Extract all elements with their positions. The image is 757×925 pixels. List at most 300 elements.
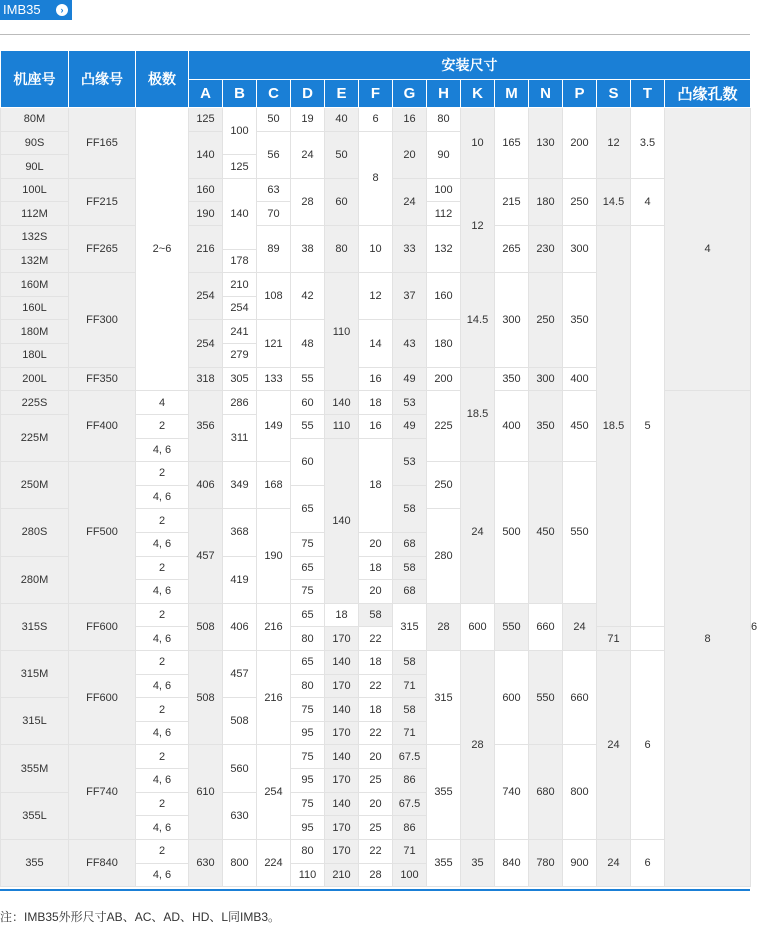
table-cell: 75 bbox=[291, 745, 325, 769]
table-cell: 180 bbox=[427, 320, 461, 367]
table-cell: 140 bbox=[325, 391, 359, 415]
table-cell: 12 bbox=[597, 108, 631, 179]
table-cell: 280M bbox=[1, 556, 69, 603]
table-cell: 350 bbox=[495, 367, 529, 391]
table-cell: 58 bbox=[393, 485, 427, 532]
table-cell: 20 bbox=[359, 792, 393, 816]
table-cell: 18 bbox=[359, 698, 393, 722]
table-cell: 24 bbox=[291, 131, 325, 178]
table-cell: 225 bbox=[427, 391, 461, 462]
table-cell: 70 bbox=[257, 202, 291, 226]
table-cell: 355 bbox=[427, 745, 461, 839]
table-cell: 110 bbox=[325, 273, 359, 391]
table-cell: 25 bbox=[359, 769, 393, 793]
table-cell: 18 bbox=[359, 438, 393, 532]
table-cell: 400 bbox=[495, 391, 529, 462]
table-cell: 2 bbox=[136, 745, 189, 769]
table-cell: 90 bbox=[427, 131, 461, 178]
table-cell: 349 bbox=[223, 462, 257, 509]
table-cell: 53 bbox=[393, 391, 427, 415]
table-cell: 100L bbox=[1, 178, 69, 202]
table-cell: 550 bbox=[495, 603, 529, 650]
table-cell: 279 bbox=[223, 344, 257, 368]
table-cell: 132 bbox=[427, 226, 461, 273]
table-cell: 125 bbox=[189, 108, 223, 132]
table-cell: 24 bbox=[563, 603, 597, 650]
table-cell: 170 bbox=[325, 839, 359, 863]
table-cell: 210 bbox=[223, 273, 257, 297]
table-cell: 60 bbox=[325, 178, 359, 225]
header-col-a: A bbox=[189, 80, 223, 108]
table-cell: 20 bbox=[359, 532, 393, 556]
table-cell: 19 bbox=[291, 108, 325, 132]
table-cell: 65 bbox=[291, 485, 325, 532]
table-cell: 3.5 bbox=[631, 108, 665, 179]
table-cell: 450 bbox=[563, 391, 597, 462]
table-cell: 4 bbox=[136, 391, 189, 415]
table-cell: FF265 bbox=[69, 226, 136, 273]
table-cell: 65 bbox=[291, 651, 325, 675]
header-col-b: B bbox=[223, 80, 257, 108]
table-cell: 49 bbox=[393, 367, 427, 391]
table-cell: 108 bbox=[257, 273, 291, 320]
table-cell: 18 bbox=[325, 603, 359, 627]
table-cell: 225S bbox=[1, 391, 69, 415]
table-cell: 55 bbox=[291, 367, 325, 391]
table-cell: 53 bbox=[393, 438, 427, 485]
table-cell: 419 bbox=[223, 556, 257, 603]
table-cell: 22 bbox=[359, 721, 393, 745]
table-cell: FF600 bbox=[69, 651, 136, 745]
table-cell: 6 bbox=[359, 108, 393, 132]
table-cell: 280 bbox=[427, 509, 461, 603]
table-cell: 28 bbox=[427, 603, 461, 650]
table-cell: 24 bbox=[393, 178, 427, 225]
header-col-e: E bbox=[325, 80, 359, 108]
table-cell: 170 bbox=[325, 627, 359, 651]
table-cell: 65 bbox=[291, 556, 325, 580]
table-cell: 28 bbox=[291, 178, 325, 225]
table-cell: 508 bbox=[189, 603, 223, 650]
table-cell: 680 bbox=[529, 745, 563, 839]
table-cell: FF600 bbox=[69, 603, 136, 650]
table-cell: 24 bbox=[597, 839, 631, 886]
table-cell: 100 bbox=[223, 108, 257, 155]
table-cell: 315M bbox=[1, 651, 69, 698]
table-cell: 311 bbox=[223, 414, 257, 461]
table-cell: 16 bbox=[359, 414, 393, 438]
table-cell: 250 bbox=[529, 273, 563, 367]
table-cell: 450 bbox=[529, 462, 563, 604]
header-col-n: N bbox=[529, 80, 563, 108]
table-cell: 550 bbox=[529, 651, 563, 745]
table-cell: 280S bbox=[1, 509, 69, 556]
table-cell: 75 bbox=[291, 698, 325, 722]
table-cell: 4, 6 bbox=[136, 721, 189, 745]
table-cell: 18.5 bbox=[597, 226, 631, 627]
table-row bbox=[1, 651, 751, 675]
table-cell: FF400 bbox=[69, 391, 136, 462]
table-cell: 170 bbox=[325, 674, 359, 698]
table-cell: 241 bbox=[223, 320, 257, 344]
table-cell: FF350 bbox=[69, 367, 136, 391]
table-cell: 4, 6 bbox=[136, 816, 189, 840]
table-cell: 28 bbox=[359, 863, 393, 887]
table-cell: 406 bbox=[189, 462, 223, 509]
table-cell: 48 bbox=[291, 320, 325, 367]
table-cell: 16 bbox=[393, 108, 427, 132]
table-cell: 67.5 bbox=[393, 792, 427, 816]
table-cell: 67.5 bbox=[393, 745, 427, 769]
table-cell: 300 bbox=[563, 226, 597, 273]
table-cell: 900 bbox=[563, 839, 597, 886]
table-cell: 12 bbox=[359, 273, 393, 320]
table-cell: 630 bbox=[189, 839, 223, 886]
header-col-h: H bbox=[427, 80, 461, 108]
table-cell: 20 bbox=[359, 745, 393, 769]
table-cell: 14 bbox=[359, 320, 393, 367]
table-cell: 6 bbox=[631, 839, 665, 886]
table-cell: 2 bbox=[136, 651, 189, 675]
table-cell: 4, 6 bbox=[136, 532, 189, 556]
table-cell: 140 bbox=[325, 745, 359, 769]
table-cell: 300 bbox=[529, 367, 563, 391]
table-cell: 42 bbox=[291, 273, 325, 320]
table-cell: 400 bbox=[563, 367, 597, 391]
table-cell: 200L bbox=[1, 367, 69, 391]
table-cell: 71 bbox=[393, 839, 427, 863]
table-cell: 95 bbox=[291, 721, 325, 745]
table-cell: 112 bbox=[427, 202, 461, 226]
section-tag[interactable] bbox=[0, 0, 72, 20]
table-cell: 300 bbox=[495, 273, 529, 367]
table-cell: 140 bbox=[325, 698, 359, 722]
table-cell: 80 bbox=[325, 226, 359, 273]
table-cell: 215 bbox=[495, 178, 529, 225]
table-cell: 286 bbox=[223, 391, 257, 415]
header-install-dimensions: 安装尺寸 bbox=[189, 51, 751, 80]
table-cell: FF300 bbox=[69, 273, 136, 367]
table-cell: 95 bbox=[291, 769, 325, 793]
divider-bottom bbox=[0, 889, 750, 891]
table-cell: 125 bbox=[223, 155, 257, 179]
table-cell: 80 bbox=[427, 108, 461, 132]
arrow-right-icon: › bbox=[56, 4, 68, 16]
table-cell: 58 bbox=[359, 603, 393, 627]
divider bbox=[0, 34, 750, 35]
header-col-g: G bbox=[393, 80, 427, 108]
table-cell: 4, 6 bbox=[136, 769, 189, 793]
table-cell: 4, 6 bbox=[136, 438, 189, 462]
table-cell: 63 bbox=[257, 178, 291, 202]
table-cell: 12 bbox=[461, 178, 495, 272]
table-cell: 38 bbox=[291, 226, 325, 273]
table-cell: 250 bbox=[563, 178, 597, 225]
table-cell: 130 bbox=[529, 108, 563, 179]
table-cell: 2 bbox=[136, 792, 189, 816]
table-cell: 216 bbox=[189, 226, 223, 273]
table-cell: 140 bbox=[325, 651, 359, 675]
table-cell: 80 bbox=[291, 839, 325, 863]
table-cell: 95 bbox=[291, 816, 325, 840]
table-cell: 4 bbox=[665, 108, 751, 391]
table-cell: 89 bbox=[257, 226, 291, 273]
table-row bbox=[1, 839, 751, 863]
table-cell: 2 bbox=[136, 509, 189, 533]
table-cell: 16 bbox=[359, 367, 393, 391]
table-cell: 75 bbox=[291, 580, 325, 604]
table-cell: 225M bbox=[1, 414, 69, 461]
table-cell: 140 bbox=[325, 792, 359, 816]
table-cell: 132M bbox=[1, 249, 69, 273]
section-tag-label: IMB35 bbox=[3, 2, 41, 17]
table-cell: 18 bbox=[359, 651, 393, 675]
table-cell: 50 bbox=[325, 131, 359, 178]
table-cell: 600 bbox=[495, 651, 529, 745]
table-cell: 112M bbox=[1, 202, 69, 226]
table-cell: 56 bbox=[257, 131, 291, 178]
table-cell: 170 bbox=[325, 721, 359, 745]
header-frame: 机座号 bbox=[1, 51, 69, 108]
header-col-k: K bbox=[461, 80, 495, 108]
table-cell: 71 bbox=[597, 627, 631, 651]
table-cell: 22 bbox=[359, 627, 393, 651]
table-cell: 356 bbox=[189, 391, 223, 462]
header-col-p: P bbox=[563, 80, 597, 108]
table-cell: 457 bbox=[223, 651, 257, 698]
table-cell: FF165 bbox=[69, 108, 136, 179]
table-cell: 660 bbox=[563, 651, 597, 745]
table-cell: 68 bbox=[393, 580, 427, 604]
table-cell: 140 bbox=[189, 131, 223, 178]
table-cell: 35 bbox=[461, 839, 495, 886]
table-cell: 86 bbox=[393, 816, 427, 840]
table-cell: 210 bbox=[325, 863, 359, 887]
table-cell: 20 bbox=[393, 131, 427, 178]
header-flange: 凸缘号 bbox=[69, 51, 136, 108]
table-cell: 140 bbox=[223, 178, 257, 249]
table-cell: 65 bbox=[291, 603, 325, 627]
table-cell: 58 bbox=[393, 698, 427, 722]
table-cell: 355 bbox=[1, 839, 69, 886]
table-cell: 4, 6 bbox=[136, 674, 189, 698]
table-cell: 160M bbox=[1, 273, 69, 297]
table-cell: 368 bbox=[223, 509, 257, 556]
table-cell: 133 bbox=[257, 367, 291, 391]
table-cell: 6 bbox=[631, 651, 665, 840]
table-cell: 406 bbox=[223, 603, 257, 650]
table-cell: 168 bbox=[257, 462, 291, 509]
table-cell: 80M bbox=[1, 108, 69, 132]
table-cell: 4, 6 bbox=[136, 863, 189, 887]
table-cell: 49 bbox=[393, 414, 427, 438]
table-cell: 550 bbox=[563, 462, 597, 604]
table-cell: 355L bbox=[1, 792, 69, 839]
table-row bbox=[1, 108, 751, 132]
table-cell: 24 bbox=[461, 462, 495, 604]
dimension-table bbox=[0, 50, 757, 887]
table-cell: 90L bbox=[1, 155, 69, 179]
header-holes: 凸缘孔数 bbox=[665, 80, 751, 108]
header-poles: 极数 bbox=[136, 51, 189, 108]
table-cell: 20 bbox=[359, 580, 393, 604]
table-cell: 25 bbox=[359, 816, 393, 840]
table-cell: 2 bbox=[136, 556, 189, 580]
table-cell: 5 bbox=[631, 226, 665, 627]
header-col-f: F bbox=[359, 80, 393, 108]
table-cell: 178 bbox=[223, 249, 257, 273]
table-cell: 315L bbox=[1, 698, 69, 745]
table-cell: 22 bbox=[359, 839, 393, 863]
table-cell: 71 bbox=[393, 674, 427, 698]
table-cell: 71 bbox=[393, 721, 427, 745]
table-cell: 18.5 bbox=[461, 367, 495, 461]
table-cell: 224 bbox=[257, 839, 291, 886]
table-cell: 250M bbox=[1, 462, 69, 509]
table-cell: 305 bbox=[223, 367, 257, 391]
table-cell: 22 bbox=[359, 674, 393, 698]
table-cell: 350 bbox=[529, 391, 563, 462]
table-row bbox=[1, 226, 751, 250]
header-col-t: T bbox=[631, 80, 665, 108]
table-cell: 2 bbox=[136, 603, 189, 627]
table-cell: 180L bbox=[1, 344, 69, 368]
table-cell: 2 bbox=[136, 839, 189, 863]
table-cell: 800 bbox=[223, 839, 257, 886]
table-cell: 58 bbox=[393, 556, 427, 580]
table-cell: 2 bbox=[136, 698, 189, 722]
table-cell: 2~6 bbox=[136, 108, 189, 391]
header-col-s: S bbox=[597, 80, 631, 108]
table-cell: 560 bbox=[223, 745, 257, 792]
table-cell: 80 bbox=[291, 627, 325, 651]
table-cell: 24 bbox=[597, 651, 631, 840]
table-cell: 355M bbox=[1, 745, 69, 792]
table-cell: 8 bbox=[665, 391, 751, 887]
table-cell: 180M bbox=[1, 320, 69, 344]
table-cell: 508 bbox=[189, 651, 223, 745]
table-cell: 14.5 bbox=[597, 178, 631, 225]
table-cell: 165 bbox=[495, 108, 529, 179]
table-cell: FF840 bbox=[69, 839, 136, 886]
table-cell: 75 bbox=[291, 792, 325, 816]
table-cell: 10 bbox=[461, 108, 495, 179]
table-cell: 318 bbox=[189, 367, 223, 391]
table-cell: 250 bbox=[427, 462, 461, 509]
table-cell: 500 bbox=[495, 462, 529, 604]
table-cell: 4, 6 bbox=[136, 485, 189, 509]
table-cell: 68 bbox=[393, 532, 427, 556]
table-cell: 190 bbox=[257, 509, 291, 603]
table-cell: 315S bbox=[1, 603, 69, 650]
table-cell: 33 bbox=[393, 226, 427, 273]
table-cell: 10 bbox=[359, 226, 393, 273]
table-cell: 315 bbox=[393, 603, 427, 650]
table-cell: 630 bbox=[223, 792, 257, 839]
header-col-c: C bbox=[257, 80, 291, 108]
table-cell: 140 bbox=[325, 438, 359, 603]
table-cell: 2 bbox=[136, 462, 189, 486]
table-cell: 254 bbox=[189, 273, 223, 320]
table-cell: 160L bbox=[1, 296, 69, 320]
table-cell: 110 bbox=[325, 414, 359, 438]
table-cell: 18 bbox=[359, 556, 393, 580]
table-cell: 40 bbox=[325, 108, 359, 132]
table-cell: 190 bbox=[189, 202, 223, 226]
table-cell: 149 bbox=[257, 391, 291, 462]
header-col-m: M bbox=[495, 80, 529, 108]
table-cell: 216 bbox=[257, 651, 291, 745]
table-cell: 600 bbox=[461, 603, 495, 650]
table-cell: 254 bbox=[189, 320, 223, 367]
table-cell: 180 bbox=[529, 178, 563, 225]
table-cell: 8 bbox=[359, 131, 393, 225]
table-cell: 265 bbox=[495, 226, 529, 273]
table-cell: 4, 6 bbox=[136, 627, 189, 651]
table-cell: 200 bbox=[563, 108, 597, 179]
table-cell: 170 bbox=[325, 769, 359, 793]
table-cell: 28 bbox=[461, 651, 495, 840]
table-cell: 508 bbox=[223, 698, 257, 745]
table-cell: 254 bbox=[257, 745, 291, 839]
table-cell: 230 bbox=[529, 226, 563, 273]
table-cell: 43 bbox=[393, 320, 427, 367]
table-cell: 110 bbox=[291, 863, 325, 887]
table-cell: 840 bbox=[495, 839, 529, 886]
table-cell: 60 bbox=[291, 438, 325, 485]
table-cell: 2 bbox=[136, 414, 189, 438]
table-cell: 50 bbox=[257, 108, 291, 132]
table-cell: 170 bbox=[325, 816, 359, 840]
table-cell: 100 bbox=[427, 178, 461, 202]
table-cell: 355 bbox=[427, 839, 461, 886]
table-cell: 75 bbox=[291, 532, 325, 556]
table-cell: 160 bbox=[189, 178, 223, 202]
table-cell: 740 bbox=[495, 745, 529, 839]
table-cell: 121 bbox=[257, 320, 291, 367]
table-cell: 160 bbox=[427, 273, 461, 320]
table-cell: 660 bbox=[529, 603, 563, 650]
table-cell: 315 bbox=[427, 651, 461, 745]
table-cell: 800 bbox=[563, 745, 597, 839]
table-cell: 55 bbox=[291, 414, 325, 438]
table-cell: 100 bbox=[393, 863, 427, 887]
table-cell: FF500 bbox=[69, 462, 136, 604]
table-cell: 90S bbox=[1, 131, 69, 155]
table-cell: 254 bbox=[223, 296, 257, 320]
table-cell: FF740 bbox=[69, 745, 136, 839]
table-cell: 457 bbox=[189, 509, 223, 603]
table-cell: 132S bbox=[1, 226, 69, 250]
table-cell: 4, 6 bbox=[136, 580, 189, 604]
table-cell: 216 bbox=[257, 603, 291, 650]
table-cell: 60 bbox=[291, 391, 325, 415]
table-row: 315S FF600 2 508 406 216 65 18 58 315 28 600 550 660 24 6 bbox=[1, 603, 751, 627]
table-cell: 780 bbox=[529, 839, 563, 886]
table-cell: 80 bbox=[291, 674, 325, 698]
table-cell: 86 bbox=[393, 769, 427, 793]
header-col-d: D bbox=[291, 80, 325, 108]
table-cell: 350 bbox=[563, 273, 597, 367]
table-cell: 14.5 bbox=[461, 273, 495, 367]
table-cell: 37 bbox=[393, 273, 427, 320]
footnote: 注：IMB35外形尺寸AB、AC、AD、HD、L同IMB3。 bbox=[0, 910, 281, 924]
table-cell: 18 bbox=[359, 391, 393, 415]
table-cell: 58 bbox=[393, 651, 427, 675]
table-cell: FF215 bbox=[69, 178, 136, 225]
table-cell: 200 bbox=[427, 367, 461, 391]
table-cell: 4 bbox=[631, 178, 665, 225]
